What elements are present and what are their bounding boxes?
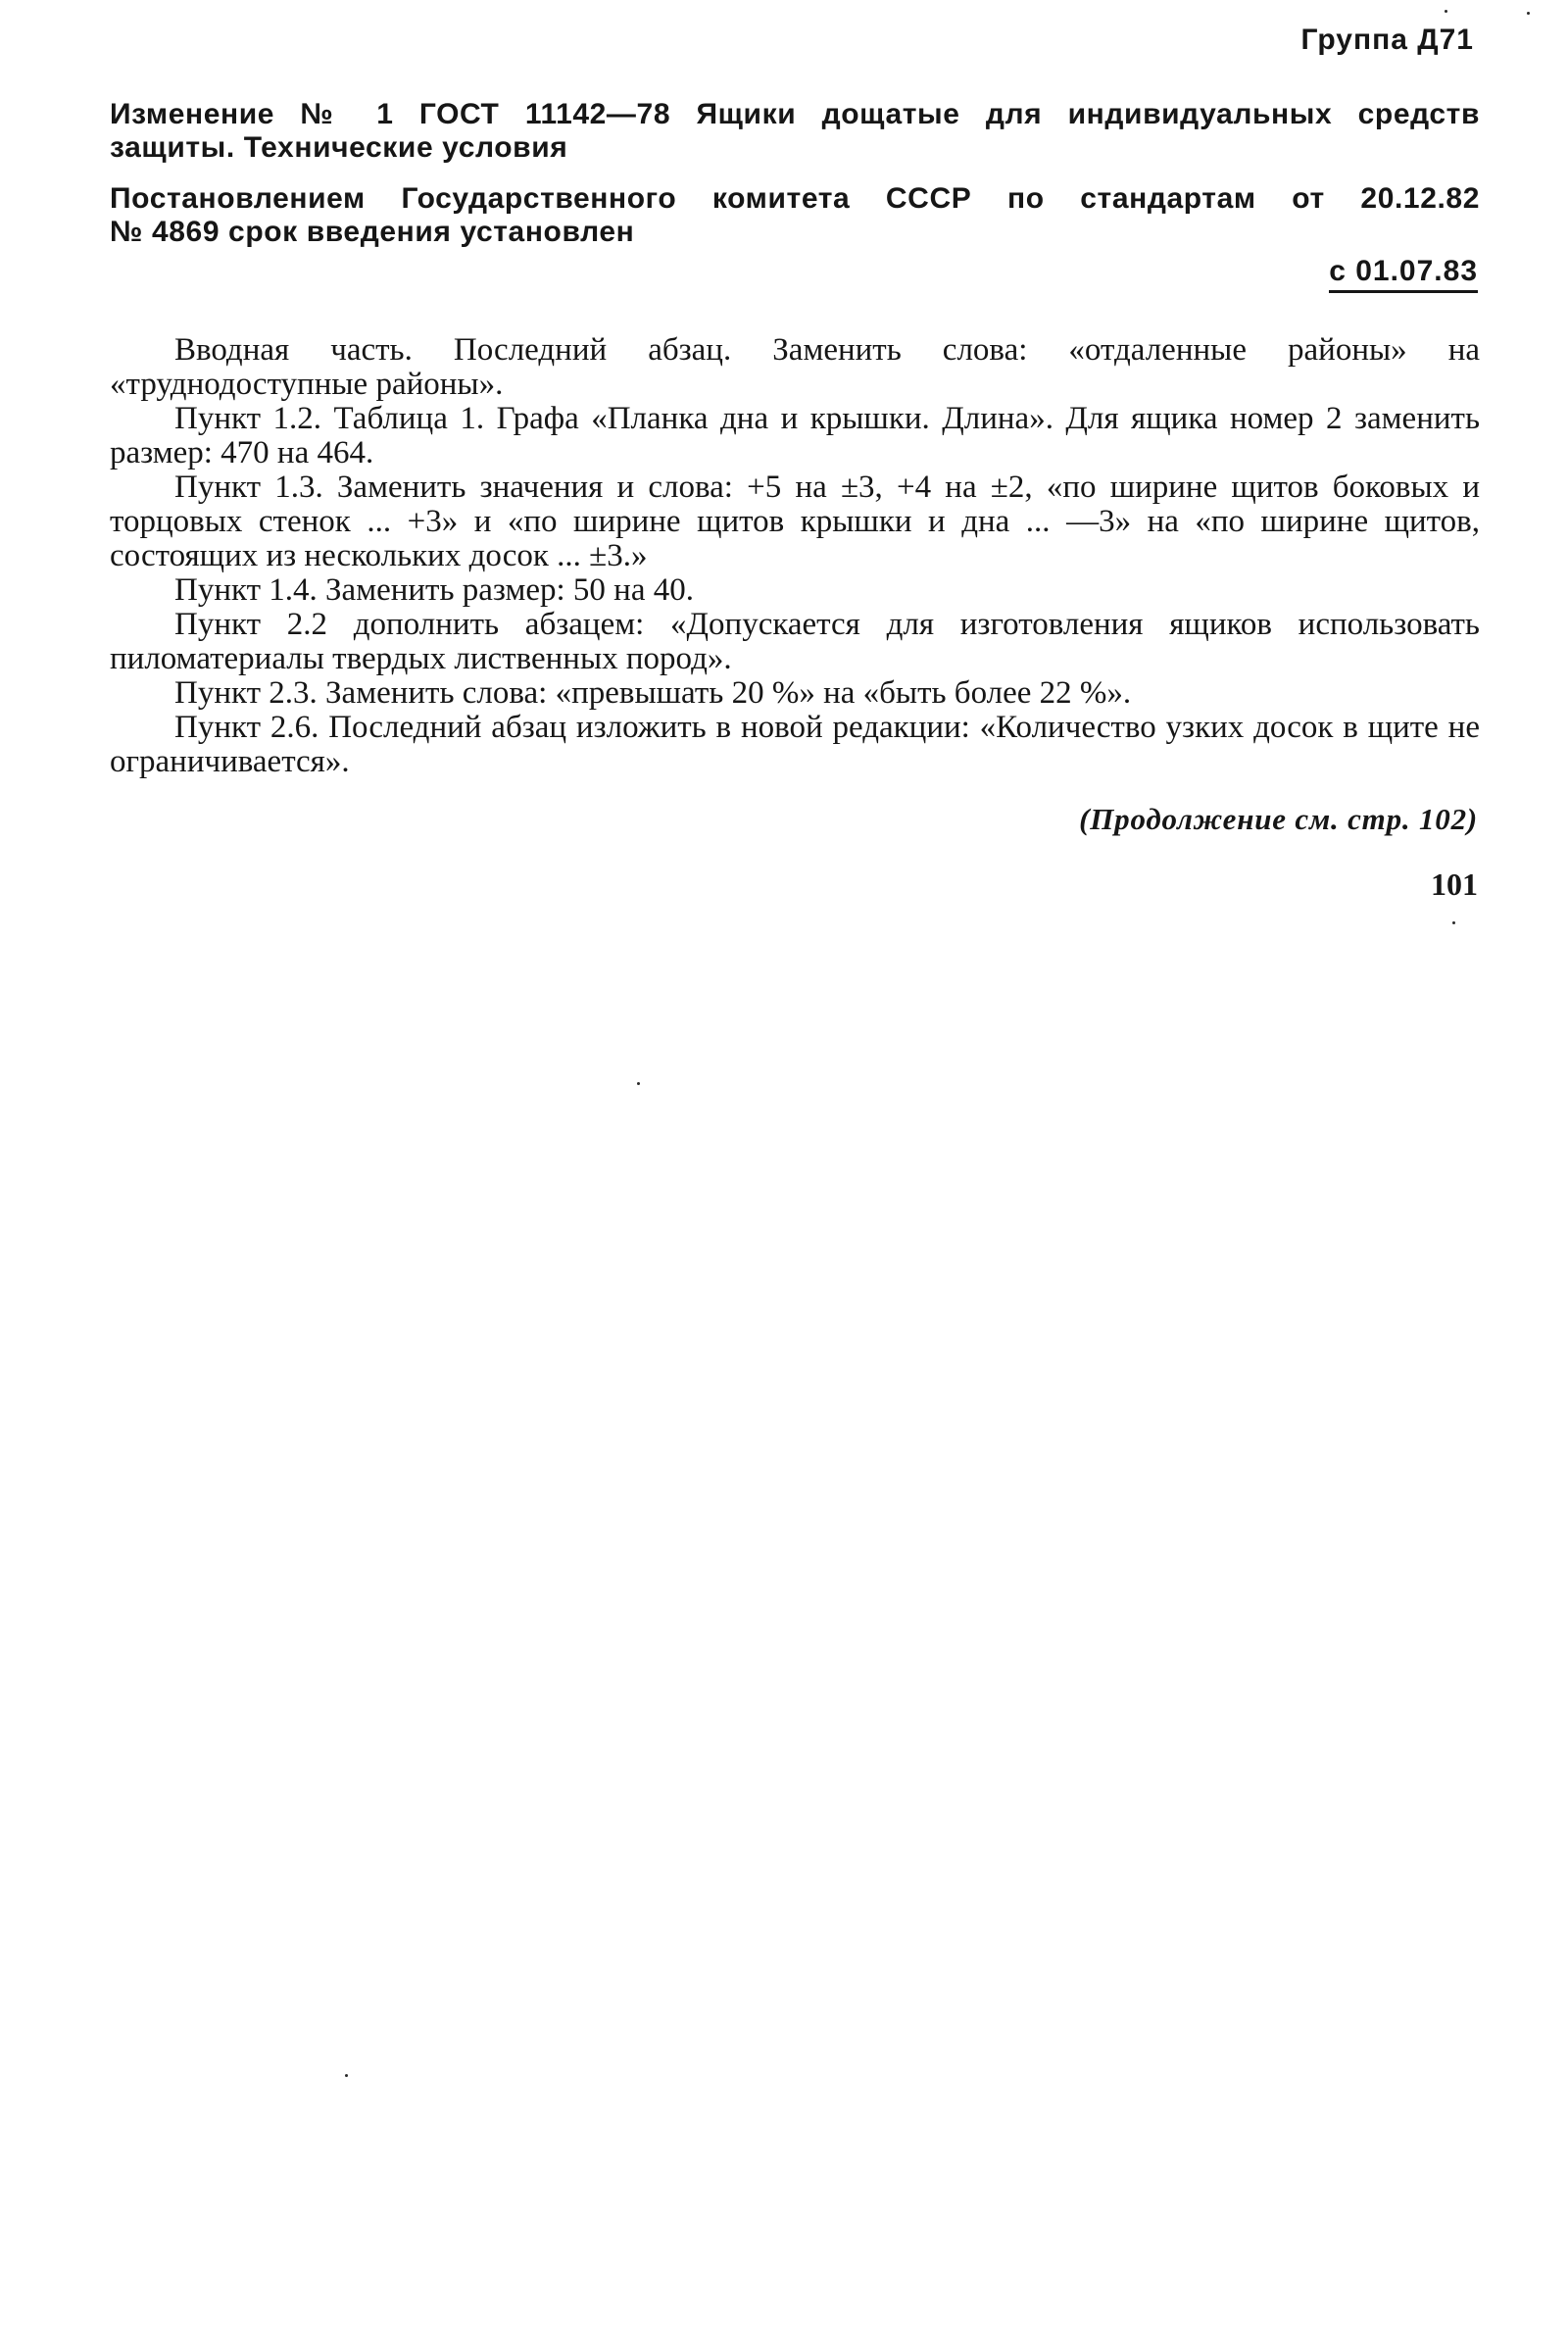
scan-speck: [1527, 12, 1530, 15]
paragraph-item-2-6: Пункт 2.6. Последний абзац изложить в новой редакции: «Количество узких досок в щите не ограничивается».: [110, 710, 1480, 779]
page-number: 101: [1431, 866, 1478, 902]
amendment-title-line-2: защиты. Технические условия: [110, 131, 568, 164]
scan-speck: [1445, 10, 1447, 13]
continuation-note: (Продолжение см. стр. 102): [1079, 802, 1478, 836]
group-code: Группа Д71: [1300, 24, 1474, 56]
paragraph-introduction: Вводная часть. Последний абзац. Заменить слова: «отдаленные районы» на «труднодоступные районы».: [110, 332, 1480, 402]
paragraph-item-1-2: Пункт 1.2. Таблица 1. Графа «Планка дна и крышки. Длина». Для ящика номер 2 заменить размер: 470 на 464.: [110, 401, 1480, 470]
scan-speck: [637, 1082, 640, 1085]
paragraph-item-1-3: Пункт 1.3. Заменить значения и слова: +5 на ±3, +4 на ±2, «по ширине щитов боковых и торцовых стенок ... +3» и «по ширине щитов крышки и дна ... —3» на «по ширине щитов, состоящих из нескольких досок ... ±3.»: [110, 470, 1480, 573]
paragraph-item-2-2: Пункт 2.2 дополнить абзацем: «Допускается для изготовления ящиков использовать пиломатериалы твердых лиственных пород».: [110, 607, 1480, 676]
paragraph-item-2-3: Пункт 2.3. Заменить слова: «превышать 20 %» на «быть более 22 %».: [174, 675, 1132, 711]
scan-speck: [345, 2074, 348, 2077]
amendment-title-line-1: Изменение № 1 ГОСТ 11142—78 Ящики дощатые для индивидуальных средств: [110, 98, 1480, 130]
resolution-line-1: Постановлением Государственного комитета СССР по стандартам от 20.12.82: [110, 182, 1480, 215]
scan-speck: [1452, 921, 1455, 924]
effective-date: с 01.07.83: [1329, 255, 1478, 293]
paragraph-item-1-4: Пункт 1.4. Заменить размер: 50 на 40.: [174, 572, 694, 608]
amendment-body: [110, 333, 1480, 779]
resolution-line-2: № 4869 срок введения установлен: [110, 216, 635, 248]
